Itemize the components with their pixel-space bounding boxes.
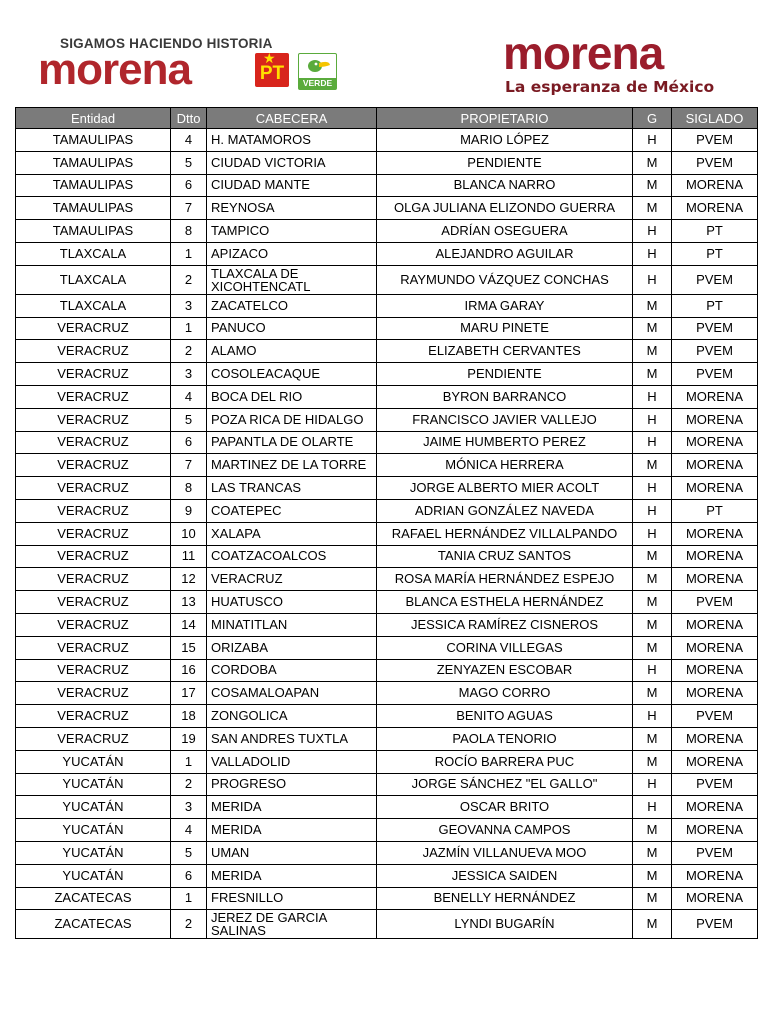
genero-cell: M (633, 454, 672, 477)
propietario-cell: ELIZABETH CERVANTES (377, 340, 633, 363)
entidad-cell: VERACRUZ (16, 363, 171, 386)
table-row (16, 197, 758, 220)
entidad-cell: TAMAULIPAS (16, 129, 171, 152)
propietario-cell: ADRÍAN OSEGUERA (377, 220, 633, 243)
entidad-cell: VERACRUZ (16, 682, 171, 705)
propietario-cell: PAOLA TENORIO (377, 727, 633, 750)
entidad-cell: VERACRUZ (16, 431, 171, 454)
cabecera-cell: CIUDAD VICTORIA (207, 151, 377, 174)
table-row (16, 522, 758, 545)
dtto-cell: 5 (171, 841, 207, 864)
cabecera-cell: UMAN (207, 841, 377, 864)
dtto-cell: 12 (171, 568, 207, 591)
entidad-cell: YUCATÁN (16, 773, 171, 796)
siglado-cell: MORENA (672, 522, 758, 545)
entidad-cell: VERACRUZ (16, 499, 171, 522)
propietario-cell: ALEJANDRO AGUILAR (377, 242, 633, 265)
table-row (16, 796, 758, 819)
cabecera-cell: SAN ANDRES TUXTLA (207, 727, 377, 750)
genero-cell: H (633, 705, 672, 728)
siglado-cell: PVEM (672, 340, 758, 363)
cabecera-cell: ORIZABA (207, 636, 377, 659)
cabecera-cell: FRESNILLO (207, 887, 377, 910)
siglado-cell: PVEM (672, 841, 758, 864)
table-row (16, 773, 758, 796)
propietario-cell: JAZMÍN VILLANUEVA MOO (377, 841, 633, 864)
siglado-cell: MORENA (672, 636, 758, 659)
genero-cell: M (633, 750, 672, 773)
cabecera-cell: MINATITLAN (207, 613, 377, 636)
genero-cell: M (633, 727, 672, 750)
cabecera-cell: POZA RICA DE HIDALGO (207, 408, 377, 431)
dtto-cell: 11 (171, 545, 207, 568)
table-row (16, 705, 758, 728)
cabecera-cell: MERIDA (207, 864, 377, 887)
dtto-cell: 5 (171, 151, 207, 174)
dtto-cell: 7 (171, 197, 207, 220)
genero-cell: M (633, 613, 672, 636)
propietario-cell: MARIO LÓPEZ (377, 129, 633, 152)
propietario-cell: MÓNICA HERRERA (377, 454, 633, 477)
entidad-cell: TAMAULIPAS (16, 174, 171, 197)
siglado-cell: PVEM (672, 317, 758, 340)
table-row (16, 545, 758, 568)
entidad-cell: VERACRUZ (16, 705, 171, 728)
table-row (16, 887, 758, 910)
table-row (16, 477, 758, 500)
propietario-cell: RAFAEL HERNÁNDEZ VILLALPANDO (377, 522, 633, 545)
verde-logo-text: VERDE (299, 78, 336, 89)
entidad-cell: VERACRUZ (16, 477, 171, 500)
table-row (16, 220, 758, 243)
siglado-cell: MORENA (672, 477, 758, 500)
cabecera-cell: COSAMALOAPAN (207, 682, 377, 705)
morena-wordmark-right: morena (503, 27, 664, 79)
coalition-logo (38, 36, 343, 92)
propietario-cell: BYRON BARRANCO (377, 385, 633, 408)
siglado-cell: MORENA (672, 864, 758, 887)
dtto-cell: 1 (171, 317, 207, 340)
cabecera-cell: PROGRESO (207, 773, 377, 796)
genero-cell: H (633, 220, 672, 243)
dtto-cell: 2 (171, 773, 207, 796)
siglado-cell: PVEM (672, 363, 758, 386)
siglado-cell: PT (672, 220, 758, 243)
propietario-cell: BLANCA NARRO (377, 174, 633, 197)
entidad-cell: TAMAULIPAS (16, 197, 171, 220)
table-row (16, 659, 758, 682)
propietario-cell: JESSICA RAMÍREZ CISNEROS (377, 613, 633, 636)
entidad-cell: TAMAULIPAS (16, 151, 171, 174)
star-icon: ★ (263, 50, 276, 66)
entidad-cell: VERACRUZ (16, 522, 171, 545)
candidates-table (15, 107, 758, 939)
cabecera-cell: ZONGOLICA (207, 705, 377, 728)
siglado-cell: MORENA (672, 727, 758, 750)
table-row (16, 265, 758, 294)
table-row (16, 591, 758, 614)
genero-cell: H (633, 431, 672, 454)
dtto-cell: 3 (171, 796, 207, 819)
siglado-cell: PT (672, 294, 758, 317)
siglado-cell: MORENA (672, 568, 758, 591)
column-header-dtto: Dtto (171, 108, 207, 129)
genero-cell: M (633, 864, 672, 887)
dtto-cell: 8 (171, 220, 207, 243)
propietario-cell: FRANCISCO JAVIER VALLEJO (377, 408, 633, 431)
genero-cell: H (633, 408, 672, 431)
table-row (16, 408, 758, 431)
morena-tagline: La esperanza de México (505, 78, 715, 96)
genero-cell: M (633, 363, 672, 386)
dtto-cell: 1 (171, 750, 207, 773)
entidad-cell: VERACRUZ (16, 454, 171, 477)
genero-cell: H (633, 773, 672, 796)
propietario-cell: IRMA GARAY (377, 294, 633, 317)
pt-logo-text: PT (259, 63, 285, 84)
cabecera-cell: CIUDAD MANTE (207, 174, 377, 197)
genero-cell: H (633, 265, 672, 294)
cabecera-cell: VERACRUZ (207, 568, 377, 591)
entidad-cell: VERACRUZ (16, 568, 171, 591)
cabecera-cell: COSOLEACAQUE (207, 363, 377, 386)
siglado-cell: PT (672, 499, 758, 522)
dtto-cell: 3 (171, 363, 207, 386)
entidad-cell: ZACATECAS (16, 887, 171, 910)
propietario-cell: MARU PINETE (377, 317, 633, 340)
cabecera-cell: PAPANTLA DE OLARTE (207, 431, 377, 454)
genero-cell: M (633, 910, 672, 939)
dtto-cell: 19 (171, 727, 207, 750)
dtto-cell: 1 (171, 887, 207, 910)
table-row (16, 841, 758, 864)
dtto-cell: 4 (171, 385, 207, 408)
dtto-cell: 2 (171, 910, 207, 939)
entidad-cell: VERACRUZ (16, 340, 171, 363)
genero-cell: M (633, 317, 672, 340)
dtto-cell: 17 (171, 682, 207, 705)
table-row (16, 242, 758, 265)
propietario-cell: ROCÍO BARRERA PUC (377, 750, 633, 773)
table-row (16, 910, 758, 939)
propietario-cell: JAIME HUMBERTO PEREZ (377, 431, 633, 454)
cabecera-cell: VALLADOLID (207, 750, 377, 773)
genero-cell: M (633, 294, 672, 317)
table-row (16, 174, 758, 197)
cabecera-cell: ALAMO (207, 340, 377, 363)
entidad-cell: TAMAULIPAS (16, 220, 171, 243)
dtto-cell: 1 (171, 242, 207, 265)
dtto-cell: 4 (171, 819, 207, 842)
genero-cell: M (633, 545, 672, 568)
dtto-cell: 9 (171, 499, 207, 522)
cabecera-cell: TLAXCALA DE XICOHTENCATL (207, 265, 377, 294)
dtto-cell: 6 (171, 431, 207, 454)
genero-cell: M (633, 591, 672, 614)
dtto-cell: 5 (171, 408, 207, 431)
siglado-cell: MORENA (672, 431, 758, 454)
genero-cell: M (633, 887, 672, 910)
siglado-cell: MORENA (672, 819, 758, 842)
siglado-cell: PVEM (672, 265, 758, 294)
table-row (16, 317, 758, 340)
dtto-cell: 3 (171, 294, 207, 317)
propietario-cell: JORGE ALBERTO MIER ACOLT (377, 477, 633, 500)
cabecera-cell: ZACATELCO (207, 294, 377, 317)
genero-cell: H (633, 659, 672, 682)
genero-cell: H (633, 522, 672, 545)
cabecera-cell: PANUCO (207, 317, 377, 340)
entidad-cell: VERACRUZ (16, 408, 171, 431)
genero-cell: M (633, 340, 672, 363)
genero-cell: M (633, 197, 672, 220)
table-row (16, 568, 758, 591)
table-header-row (16, 108, 758, 129)
cabecera-cell: HUATUSCO (207, 591, 377, 614)
dtto-cell: 4 (171, 129, 207, 152)
propietario-cell: BLANCA ESTHELA HERNÁNDEZ (377, 591, 633, 614)
propietario-cell: ADRIAN GONZÁLEZ NAVEDA (377, 499, 633, 522)
table-row (16, 129, 758, 152)
siglado-cell: MORENA (672, 887, 758, 910)
entidad-cell: VERACRUZ (16, 659, 171, 682)
cabecera-cell: APIZACO (207, 242, 377, 265)
siglado-cell: MORENA (672, 682, 758, 705)
genero-cell: M (633, 841, 672, 864)
cabecera-cell: XALAPA (207, 522, 377, 545)
table-row (16, 151, 758, 174)
siglado-cell: PVEM (672, 773, 758, 796)
genero-cell: H (633, 385, 672, 408)
cabecera-cell: REYNOSA (207, 197, 377, 220)
column-header-g: G (633, 108, 672, 129)
siglado-cell: MORENA (672, 796, 758, 819)
genero-cell: M (633, 636, 672, 659)
cabecera-cell: BOCA DEL RIO (207, 385, 377, 408)
entidad-cell: YUCATÁN (16, 819, 171, 842)
dtto-cell: 16 (171, 659, 207, 682)
propietario-cell: ZENYAZEN ESCOBAR (377, 659, 633, 682)
siglado-cell: PVEM (672, 910, 758, 939)
table-row (16, 636, 758, 659)
siglado-cell: MORENA (672, 613, 758, 636)
table-row (16, 454, 758, 477)
genero-cell: M (633, 682, 672, 705)
morena-logo (503, 27, 723, 100)
dtto-cell: 15 (171, 636, 207, 659)
cabecera-cell: H. MATAMOROS (207, 129, 377, 152)
dtto-cell: 6 (171, 864, 207, 887)
siglado-cell: MORENA (672, 545, 758, 568)
entidad-cell: VERACRUZ (16, 613, 171, 636)
table-row (16, 682, 758, 705)
genero-cell: M (633, 568, 672, 591)
entidad-cell: YUCATÁN (16, 750, 171, 773)
verde-party-logo (298, 53, 337, 90)
cabecera-cell: TAMPICO (207, 220, 377, 243)
table-row (16, 750, 758, 773)
table-row (16, 294, 758, 317)
table-row (16, 340, 758, 363)
cabecera-cell: JEREZ DE GARCIA SALINAS (207, 910, 377, 939)
siglado-cell: MORENA (672, 408, 758, 431)
dtto-cell: 8 (171, 477, 207, 500)
column-header-entidad: Entidad (16, 108, 171, 129)
siglado-cell: MORENA (672, 174, 758, 197)
propietario-cell: BENITO AGUAS (377, 705, 633, 728)
dtto-cell: 6 (171, 174, 207, 197)
genero-cell: M (633, 151, 672, 174)
propietario-cell: JORGE SÁNCHEZ "EL GALLO" (377, 773, 633, 796)
propietario-cell: CORINA VILLEGAS (377, 636, 633, 659)
dtto-cell: 18 (171, 705, 207, 728)
pt-party-logo (255, 50, 289, 87)
cabecera-cell: LAS TRANCAS (207, 477, 377, 500)
propietario-cell: PENDIENTE (377, 151, 633, 174)
siglado-cell: PVEM (672, 591, 758, 614)
entidad-cell: TLAXCALA (16, 294, 171, 317)
cabecera-cell: COATZACOALCOS (207, 545, 377, 568)
table-row (16, 431, 758, 454)
propietario-cell: PENDIENTE (377, 363, 633, 386)
genero-cell: H (633, 477, 672, 500)
dtto-cell: 2 (171, 340, 207, 363)
dtto-cell: 13 (171, 591, 207, 614)
siglado-cell: MORENA (672, 385, 758, 408)
genero-cell: H (633, 499, 672, 522)
propietario-cell: OSCAR BRITO (377, 796, 633, 819)
toucan-icon (303, 56, 331, 74)
propietario-cell: GEOVANNA CAMPOS (377, 819, 633, 842)
morena-wordmark-left: morena (38, 45, 191, 94)
genero-cell: H (633, 796, 672, 819)
dtto-cell: 14 (171, 613, 207, 636)
siglado-cell: MORENA (672, 750, 758, 773)
siglado-cell: PVEM (672, 129, 758, 152)
siglado-cell: MORENA (672, 197, 758, 220)
propietario-cell: MAGO CORRO (377, 682, 633, 705)
dtto-cell: 2 (171, 265, 207, 294)
siglado-cell: MORENA (672, 454, 758, 477)
siglado-cell: PVEM (672, 705, 758, 728)
siglado-cell: PVEM (672, 151, 758, 174)
column-header-propietario: PROPIETARIO (377, 108, 633, 129)
genero-cell: H (633, 129, 672, 152)
table-row (16, 613, 758, 636)
table-row (16, 727, 758, 750)
propietario-cell: RAYMUNDO VÁZQUEZ CONCHAS (377, 265, 633, 294)
siglado-cell: MORENA (672, 659, 758, 682)
entidad-cell: TLAXCALA (16, 265, 171, 294)
entidad-cell: VERACRUZ (16, 317, 171, 340)
column-header-siglado: SIGLADO (672, 108, 758, 129)
cabecera-cell: MERIDA (207, 819, 377, 842)
propietario-cell: BENELLY HERNÁNDEZ (377, 887, 633, 910)
cabecera-cell: MARTINEZ DE LA TORRE (207, 454, 377, 477)
genero-cell: M (633, 819, 672, 842)
table-row (16, 363, 758, 386)
entidad-cell: TLAXCALA (16, 242, 171, 265)
entidad-cell: YUCATÁN (16, 864, 171, 887)
entidad-cell: VERACRUZ (16, 727, 171, 750)
cabecera-cell: MERIDA (207, 796, 377, 819)
propietario-cell: JESSICA SAIDEN (377, 864, 633, 887)
entidad-cell: YUCATÁN (16, 796, 171, 819)
siglado-cell: PT (672, 242, 758, 265)
entidad-cell: VERACRUZ (16, 591, 171, 614)
table-row (16, 864, 758, 887)
entidad-cell: VERACRUZ (16, 545, 171, 568)
propietario-cell: TANIA CRUZ SANTOS (377, 545, 633, 568)
entidad-cell: YUCATÁN (16, 841, 171, 864)
column-header-cabecera: CABECERA (207, 108, 377, 129)
propietario-cell: ROSA MARÍA HERNÁNDEZ ESPEJO (377, 568, 633, 591)
propietario-cell: OLGA JULIANA ELIZONDO GUERRA (377, 197, 633, 220)
cabecera-cell: CORDOBA (207, 659, 377, 682)
coalition-tagline: SIGAMOS HACIENDO HISTORIA (60, 36, 273, 51)
document-header (0, 0, 768, 104)
genero-cell: M (633, 174, 672, 197)
entidad-cell: VERACRUZ (16, 385, 171, 408)
propietario-cell: LYNDI BUGARÍN (377, 910, 633, 939)
cabecera-cell: COATEPEC (207, 499, 377, 522)
dtto-cell: 10 (171, 522, 207, 545)
table-row (16, 499, 758, 522)
entidad-cell: ZACATECAS (16, 910, 171, 939)
table-row (16, 819, 758, 842)
genero-cell: H (633, 242, 672, 265)
table-row (16, 385, 758, 408)
dtto-cell: 7 (171, 454, 207, 477)
entidad-cell: VERACRUZ (16, 636, 171, 659)
